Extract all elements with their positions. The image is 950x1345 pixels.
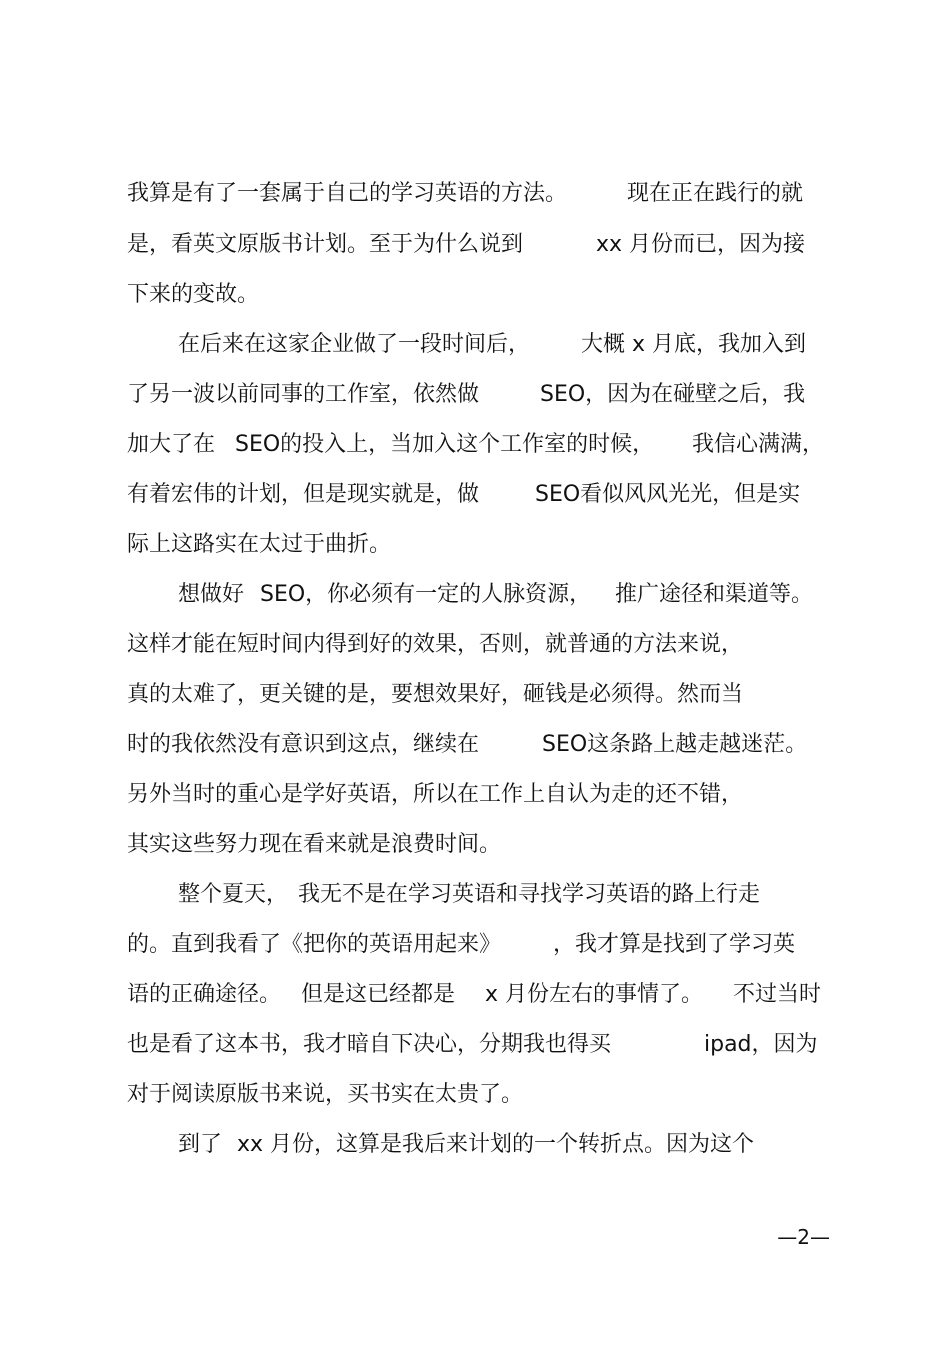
text-line <box>0 176 950 212</box>
text-line <box>0 1127 950 1163</box>
text-line <box>0 377 950 413</box>
text-line <box>0 827 950 863</box>
text-line <box>0 477 950 513</box>
page-number: —2— <box>777 1225 830 1249</box>
text-segment: 时的我依然没有意识到这点，继续在 <box>127 732 480 757</box>
text-segment: 其实这些努力现在看来就是浪费时间。 <box>127 832 502 857</box>
text-segment: 在后来在这家企业做了一段时间后， <box>178 332 531 357</box>
text-line <box>0 627 950 663</box>
text-segment: 对于阅读原版书来说，买书实在太贵了。 <box>127 1082 524 1107</box>
text-segment: SEO这条路上越走越迷茫。 <box>542 732 808 757</box>
text-segment: 际上这路实在太过于曲折。 <box>127 532 392 557</box>
text-line <box>0 877 950 913</box>
text-line <box>0 577 950 613</box>
text-segment: 加大了在 <box>127 432 216 457</box>
text-line <box>0 977 950 1013</box>
text-segment: ipad，因为 <box>704 1032 818 1057</box>
text-segment: 有着宏伟的计划，但是现实就是，做 <box>127 482 480 507</box>
text-segment: xx 月份，这算是我后来计划的一个转折点。因为这个 <box>237 1132 755 1157</box>
text-segment: SEO，因为在碰壁之后，我 <box>540 382 806 407</box>
text-segment: 推广途径和渠道等。 <box>615 582 814 607</box>
text-segment: 另外当时的重心是学好英语，所以在工作上自认为走的还不错， <box>127 782 744 807</box>
text-line <box>0 427 950 463</box>
text-segment: 不过当时 <box>733 982 822 1007</box>
text-line <box>0 777 950 813</box>
text-line <box>0 927 950 963</box>
text-segment: xx 月份而已，因为接 <box>596 232 806 257</box>
text-segment: SEO，你必须有一定的人脉资源， <box>260 582 592 607</box>
text-line <box>0 727 950 763</box>
text-segment: 这样才能在短时间内得到好的效果，否则，就普通的方法来说， <box>127 632 744 657</box>
text-segment: 的。直到我看了《把你的英语用起来》 <box>127 932 502 957</box>
text-line <box>0 327 950 363</box>
text-segment: 下来的变故。 <box>127 282 260 307</box>
text-line <box>0 1027 950 1063</box>
text-segment: 语的正确途径。 <box>127 982 282 1007</box>
text-segment: 也是看了这本书，我才暗自下决心，分期我也得买 <box>127 1032 612 1057</box>
text-segment: 到了 <box>178 1132 223 1157</box>
text-segment: 现在正在践行的就 <box>627 181 804 206</box>
text-segment: 了另一波以前同事的工作室，依然做 <box>127 382 480 407</box>
text-segment: 想做好 <box>178 582 245 607</box>
text-segment: SEO的投入上，当加入这个工作室的时候， <box>235 432 655 457</box>
text-segment: SEO看似风风光光，但是实 <box>535 482 801 507</box>
text-segment: 我无不是在学习英语和寻找学习英语的路上行走 <box>298 882 761 907</box>
text-segment: 是，看英文原版书计划。至于为什么说到 <box>127 232 524 257</box>
text-segment: ，我才算是找到了学习英 <box>553 932 796 957</box>
text-line <box>0 527 950 563</box>
text-segment: 大概 x 月底，我加入到 <box>581 332 807 357</box>
text-segment: 整个夏天， <box>178 882 289 907</box>
text-segment: 我信心满满， <box>692 432 825 457</box>
text-line <box>0 677 950 713</box>
text-segment: 我算是有了一套属于自己的学习英语的方法。 <box>127 181 568 206</box>
text-segment: x 月份左右的事情了。 <box>485 982 704 1007</box>
text-segment: 真的太难了，更关键的是，要想效果好，砸钱是必须得。然而当 <box>127 682 744 707</box>
text-line <box>0 277 950 313</box>
text-line <box>0 1077 950 1113</box>
text-segment: 但是这已经都是 <box>301 982 456 1007</box>
text-line <box>0 227 950 263</box>
